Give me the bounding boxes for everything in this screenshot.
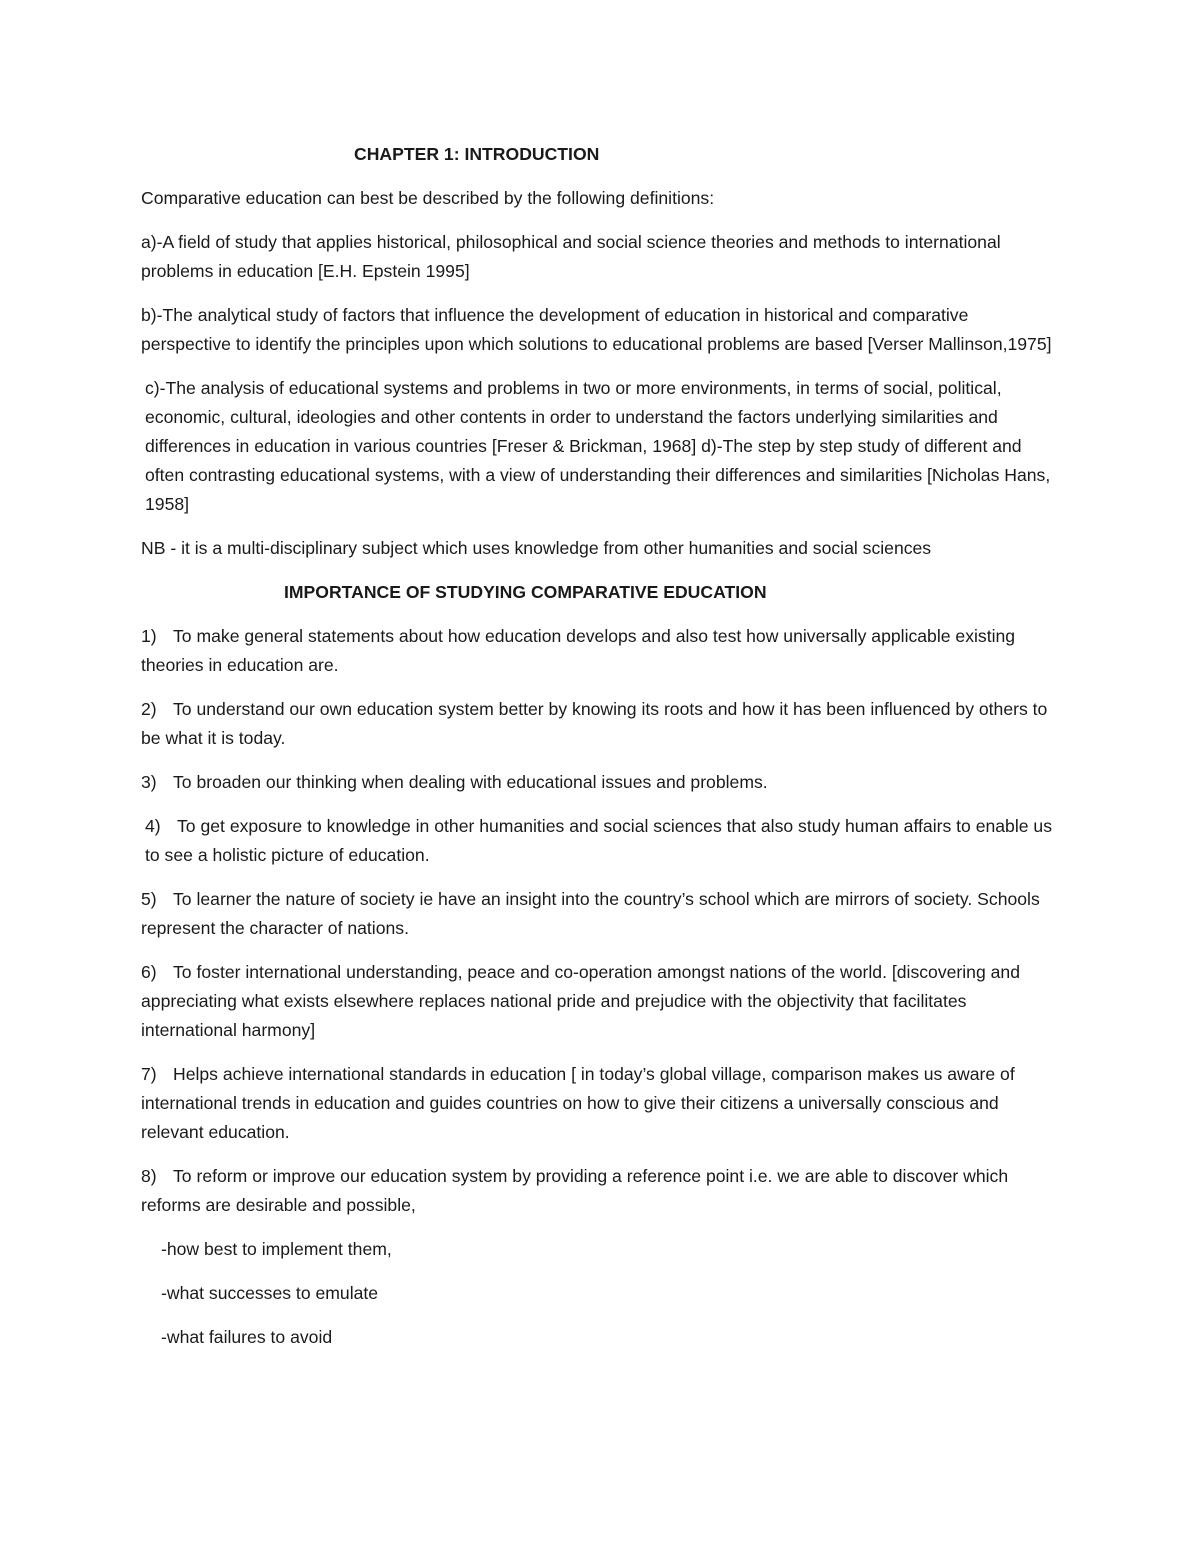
sub-item: -what failures to avoid xyxy=(161,1327,333,1347)
list-item-number: 1) xyxy=(141,626,157,646)
list-item-text: To learner the nature of society ie have an insight into the country’s school which are mirrors of society. Schools represent the character of nations. xyxy=(141,889,1040,938)
list-item-text: To make general statements about how education develops and also test how universally applicable existing theories in education are. xyxy=(141,626,1016,675)
list-item-text: Helps achieve international standards in education [ in today’s global village, comparison makes us aware of international trends in education and guides countries on how to give their citizens a universally conscious and relevant education. xyxy=(141,1064,1015,1142)
list-item xyxy=(141,885,1061,943)
sub-item: -what successes to emulate xyxy=(161,1283,379,1303)
list-item xyxy=(141,958,1061,1045)
list-item-number: 7) xyxy=(141,1064,157,1084)
definition-c-d: c)-The analysis of educational systems and problems in two or more environments, in terms of social, political, economic, cultural, ideologies and other contents in order to understand the factors underlying similarities and differences in education in various countries [Freser & Brickman, 1968] d)-The step by step study of different and often contrasting educational systems, with a view of understanding their differences and similarities [Nicholas Hans, 1958] xyxy=(145,378,1051,514)
list-item xyxy=(145,812,1061,870)
list-item xyxy=(141,1060,1061,1147)
list-item-text: To reform or improve our education system by providing a reference point i.e. we are able to discover which reforms are desirable and possible, xyxy=(141,1166,1009,1215)
list-item-text: To get exposure to knowledge in other humanities and social sciences that also study human affairs to enable us to see a holistic picture of education. xyxy=(145,816,1053,865)
list-item-number: 2) xyxy=(141,699,157,719)
list-item-text: To understand our own education system better by knowing its roots and how it has been influenced by others to be what it is today. xyxy=(141,699,1048,748)
list-item-number: 3) xyxy=(141,772,157,792)
chapter-heading: CHAPTER 1: INTRODUCTION xyxy=(354,144,600,164)
list-item xyxy=(141,1162,1061,1220)
importance-heading: IMPORTANCE OF STUDYING COMPARATIVE EDUCATION xyxy=(284,582,767,602)
list-item-number: 6) xyxy=(141,962,157,982)
list-item xyxy=(141,622,1061,680)
document-body xyxy=(141,140,1061,1367)
list-item xyxy=(141,695,1061,753)
definition-a: a)-A field of study that applies historical, philosophical and social science theories and methods to international problems in education [E.H. Epstein 1995] xyxy=(141,232,1001,281)
intro-paragraph: Comparative education can best be described by the following definitions: xyxy=(141,188,715,208)
list-item-text: To broaden our thinking when dealing with educational issues and problems. xyxy=(173,772,768,792)
nb-note: NB - it is a multi-disciplinary subject which uses knowledge from other humanities and social sciences xyxy=(141,538,932,558)
definition-b: b)-The analytical study of factors that influence the development of education in historical and comparative perspective to identify the principles upon which solutions to educational problems are based [Verser Mallinson,1975] xyxy=(141,305,1052,354)
sub-item: -how best to implement them, xyxy=(161,1239,392,1259)
list-item-number: 8) xyxy=(141,1166,157,1186)
list-item-number: 5) xyxy=(141,889,157,909)
list-item-number: 4) xyxy=(145,816,161,836)
list-item-text: To foster international understanding, peace and co-operation amongst nations of the world. [discovering and appreciating what exists elsewhere replaces national pride and prejudice with the objectivity that facilitates international harmony] xyxy=(141,962,1020,1040)
list-item xyxy=(141,768,1061,797)
